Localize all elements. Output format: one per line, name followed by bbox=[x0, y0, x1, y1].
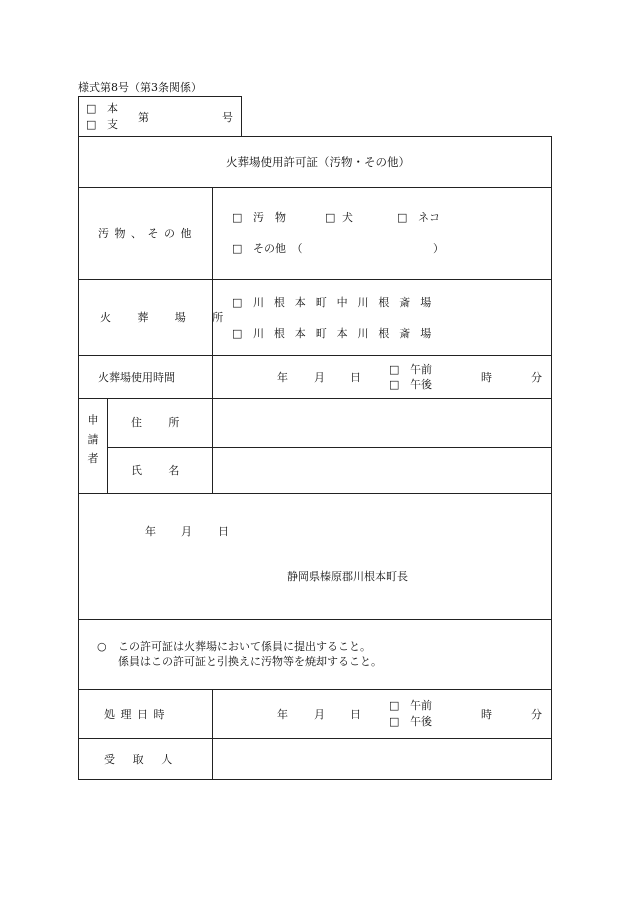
process-month: 月 bbox=[314, 708, 325, 721]
form-label: 様式第8号（第3条関係） bbox=[78, 81, 202, 94]
issue-day: 日 bbox=[218, 525, 229, 538]
usage-am-label: 午前 bbox=[410, 363, 432, 376]
usage-time-label: 火葬場使用時間 bbox=[98, 371, 175, 384]
process-hour: 時 bbox=[481, 708, 492, 721]
issue-month: 月 bbox=[181, 525, 192, 538]
nakakawane-label: 川根本町中川根斎場 bbox=[253, 296, 442, 309]
issue-year: 年 bbox=[145, 525, 156, 538]
process-pm-checkbox[interactable]: □ bbox=[389, 715, 400, 728]
main-office-label: 本 bbox=[107, 102, 118, 115]
receiver-label: 受取人 bbox=[104, 753, 190, 766]
honkawane-checkbox[interactable]: □ bbox=[232, 327, 243, 340]
other-close-paren: ） bbox=[433, 242, 444, 255]
number-suffix: 号 bbox=[222, 111, 233, 124]
process-day: 日 bbox=[350, 708, 361, 721]
main-office-checkbox[interactable]: □ bbox=[86, 102, 97, 115]
name-label: 氏名 bbox=[131, 464, 206, 477]
note-line-2: 係員はこの許可証と引換えに汚物等を焼却すること。 bbox=[118, 655, 382, 668]
address-field[interactable] bbox=[213, 399, 551, 446]
branch-office-label: 支 bbox=[107, 118, 118, 131]
process-am-label: 午前 bbox=[410, 699, 432, 712]
note-bullet: ○ bbox=[97, 640, 107, 653]
dog-checkbox[interactable]: □ bbox=[325, 211, 336, 224]
usage-hour: 時 bbox=[481, 371, 492, 384]
usage-minute: 分 bbox=[531, 371, 542, 384]
note-line-1: この許可証は火葬場において係員に提出すること。 bbox=[118, 640, 371, 653]
address-label: 住所 bbox=[131, 416, 206, 429]
cat-label: ネコ bbox=[418, 211, 440, 224]
applicant-label: 申請者 bbox=[86, 414, 99, 472]
issuer-name: 静岡県榛原郡川根本町長 bbox=[287, 570, 408, 583]
items-label: 汚物、その他 bbox=[98, 227, 197, 240]
honkawane-label: 川根本町本川根斎場 bbox=[253, 327, 442, 340]
process-minute: 分 bbox=[531, 708, 542, 721]
dog-label: 犬 bbox=[342, 211, 353, 224]
number-prefix: 第 bbox=[138, 111, 149, 124]
process-am-checkbox[interactable]: □ bbox=[389, 699, 400, 712]
number-box bbox=[78, 96, 242, 136]
usage-day: 日 bbox=[350, 371, 361, 384]
usage-year: 年 bbox=[277, 371, 288, 384]
page-title: 火葬場使用許可証（汚物・その他） bbox=[226, 155, 410, 169]
nakakawane-checkbox[interactable]: □ bbox=[232, 296, 243, 309]
branch-office-checkbox[interactable]: □ bbox=[86, 118, 97, 131]
other-checkbox[interactable]: □ bbox=[232, 242, 243, 255]
usage-month: 月 bbox=[314, 371, 325, 384]
usage-am-checkbox[interactable]: □ bbox=[389, 363, 400, 376]
filth-label: 汚 物 bbox=[253, 211, 286, 224]
receiver-field[interactable] bbox=[213, 739, 551, 779]
name-field[interactable] bbox=[213, 448, 551, 492]
other-label: その他 （ bbox=[253, 242, 303, 255]
usage-pm-checkbox[interactable]: □ bbox=[389, 378, 400, 391]
usage-pm-label: 午後 bbox=[410, 378, 432, 391]
process-label: 処理日時 bbox=[104, 708, 170, 721]
process-pm-label: 午後 bbox=[410, 715, 432, 728]
place-label: 火葬場所 bbox=[100, 311, 250, 324]
filth-checkbox[interactable]: □ bbox=[232, 211, 243, 224]
cat-checkbox[interactable]: □ bbox=[397, 211, 408, 224]
process-year: 年 bbox=[277, 708, 288, 721]
